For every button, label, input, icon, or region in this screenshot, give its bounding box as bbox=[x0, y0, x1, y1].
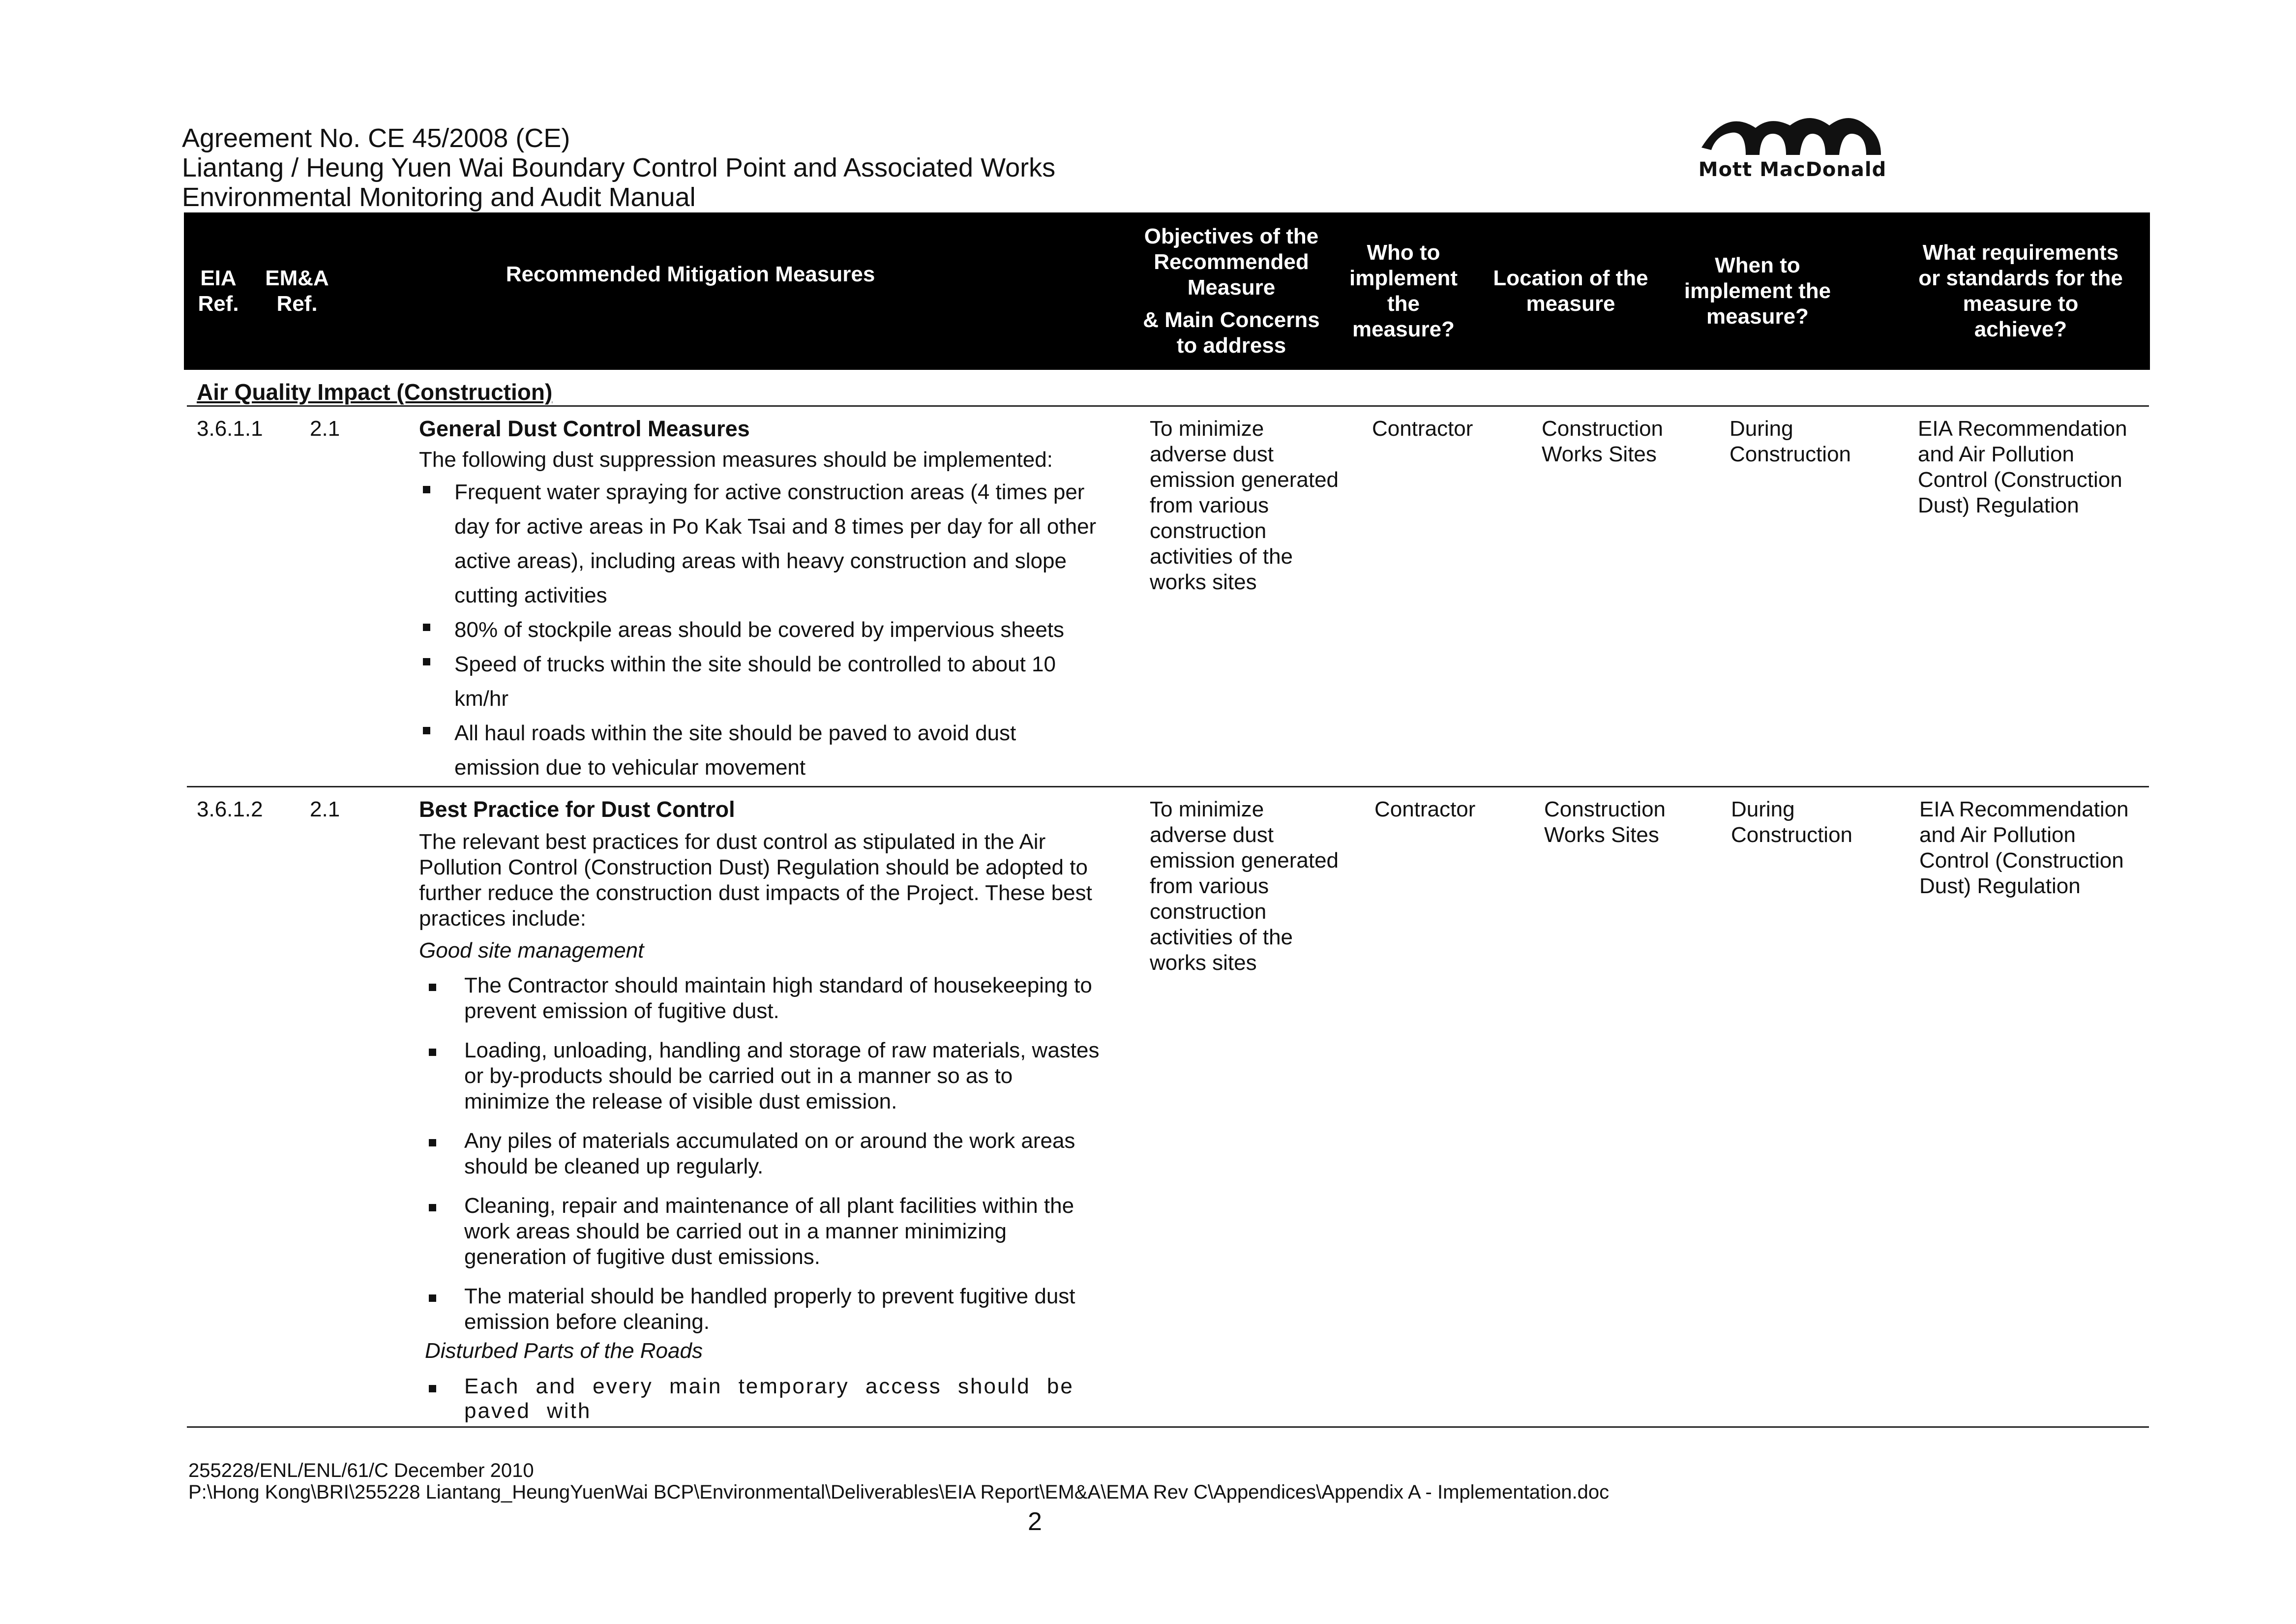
col-location: Location of the measure bbox=[1493, 266, 1648, 316]
row1-bullet: Frequent water spraying for active construction areas (4 times per day for active areas in Po Kak Tsai and 8 times per day for all other active areas), including areas with heavy construction and slope cutting activities bbox=[419, 475, 1132, 613]
row2-intro: The relevant best practices for dust control as stipulated in the Air Pollution Control (Construction Dust) Regulation should be adopted to further reduce the construction dust impacts of the Project. These best practices include: bbox=[419, 830, 1092, 931]
row2-ema-ref: 2.1 bbox=[310, 797, 340, 821]
col-measures: Recommended Mitigation Measures bbox=[506, 262, 875, 286]
row1-measures bbox=[419, 416, 1132, 785]
col-objectives: Objectives of the Recommended Measure & Main Concerns to address bbox=[1143, 224, 1320, 358]
row2-subhead-good-site: Good site management bbox=[419, 938, 644, 962]
row2-bullet: Cleaning, repair and maintenance of all plant facilities within the work areas should be carried out in a manner minimizing generation of fugitive dust emissions. bbox=[425, 1193, 1132, 1270]
row1-bullet: 80% of stockpile areas should be covered by impervious sheets bbox=[419, 613, 1132, 647]
row2-bullet: Loading, unloading, handling and storage of raw materials, wastes or by-products should be carried out in a manner so as to minimize the release of visible dust emission. bbox=[425, 1038, 1132, 1114]
footer-doc-ref: 255228/ENL/ENL/61/C December 2010 bbox=[188, 1460, 534, 1481]
row2-location: Construction Works Sites bbox=[1544, 797, 1666, 847]
col-eia-ref: EIA Ref. bbox=[198, 266, 239, 316]
document-title: Environmental Monitoring and Audit Manual bbox=[182, 182, 696, 212]
section-title: Air Quality Impact (Construction) bbox=[197, 379, 553, 405]
project-title: Liantang / Heung Yuen Wai Boundary Control Point and Associated Works bbox=[182, 153, 1056, 182]
agreement-number: Agreement No. CE 45/2008 (CE) bbox=[182, 123, 570, 153]
row2-bullet: The Contractor should maintain high standard of housekeeping to prevent emission of fugitive dust. bbox=[425, 973, 1132, 1024]
row2-title: Best Practice for Dust Control bbox=[419, 797, 735, 822]
row2-eia-ref: 3.6.1.2 bbox=[197, 797, 263, 821]
row1-requirements: EIA Recommendation and Air Pollution Control (Construction Dust) Regulation bbox=[1918, 417, 2127, 517]
row2-bullet: Each and every main temporary access should be paved with bbox=[425, 1374, 1132, 1423]
row1-title: General Dust Control Measures bbox=[419, 416, 750, 441]
table-header bbox=[184, 212, 2150, 370]
logo-text: Mott MacDonald bbox=[1698, 158, 1887, 181]
col-when: When to implement the measure? bbox=[1684, 253, 1831, 329]
row2-when: During Construction bbox=[1731, 797, 1853, 847]
logo-arches-icon bbox=[1697, 113, 1888, 157]
row1-bullet: Speed of trucks within the site should be controlled to about 10 km/hr bbox=[419, 647, 1132, 716]
row2-objectives: To minimize adverse dust emission generated from various construction activities of the works sites bbox=[1150, 797, 1339, 975]
row1-ema-ref: 2.1 bbox=[310, 417, 340, 441]
row1-when: During Construction bbox=[1729, 417, 1851, 466]
row1-location: Construction Works Sites bbox=[1542, 417, 1664, 466]
row1-objectives: To minimize adverse dust emission generated from various construction activities of the works sites bbox=[1150, 417, 1339, 594]
col-requirements: What requirements or standards for the measure to achieve? bbox=[1918, 241, 2123, 341]
row2-requirements: EIA Recommendation and Air Pollution Control (Construction Dust) Regulation bbox=[1919, 797, 2129, 898]
section-rule bbox=[187, 405, 2149, 407]
table-bottom-rule bbox=[187, 1426, 2149, 1428]
col-ema-ref: EM&A Ref. bbox=[265, 266, 329, 316]
footer-file-path: P:\Hong Kong\BRI\255228 Liantang_HeungYuenWai BCP\Environmental\Deliverables\EIA Report\EM&A\EMA Rev C\Appendices\Appendix A - Implementation.doc bbox=[188, 1481, 1610, 1503]
row2-subhead-disturbed-roads: Disturbed Parts of the Roads bbox=[425, 1339, 703, 1363]
row1-intro: The following dust suppression measures should be implemented: bbox=[419, 448, 1053, 472]
row-divider bbox=[187, 786, 2149, 787]
row1-who: Contractor bbox=[1372, 417, 1473, 441]
row1-eia-ref: 3.6.1.1 bbox=[197, 417, 263, 441]
row1-bullet: All haul roads within the site should be paved to avoid dust emission due to vehicular movement bbox=[419, 716, 1132, 785]
row2-measures bbox=[419, 797, 1132, 1423]
mott-macdonald-logo bbox=[1692, 113, 1893, 187]
row2-bullet: Any piles of materials accumulated on or around the work areas should be cleaned up regularly. bbox=[425, 1128, 1132, 1179]
row2-bullet: The material should be handled properly to prevent fugitive dust emission before cleaning. bbox=[425, 1284, 1132, 1335]
row2-who: Contractor bbox=[1374, 797, 1476, 821]
col-who: Who to implement the measure? bbox=[1349, 241, 1458, 341]
page-number: 2 bbox=[1028, 1507, 1042, 1536]
